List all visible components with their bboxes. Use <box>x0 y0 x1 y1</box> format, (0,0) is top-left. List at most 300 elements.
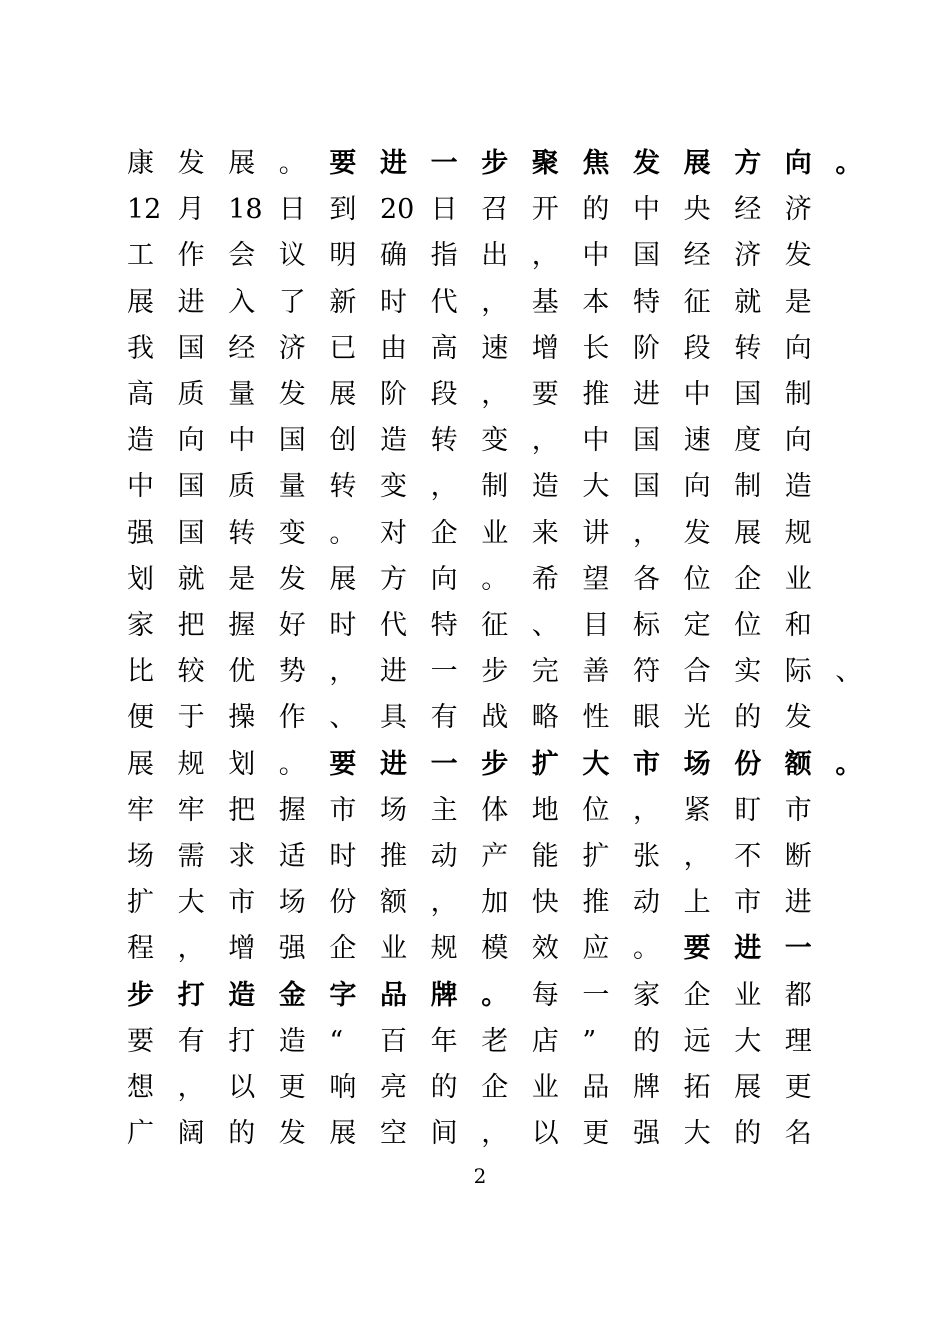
emphasized-character: 一 <box>430 748 458 780</box>
character: 国 <box>734 379 762 410</box>
page-number: 2 <box>473 1164 487 1188</box>
character: 阶 <box>633 332 660 364</box>
character: 要 <box>531 379 559 410</box>
character: 来 <box>531 517 559 549</box>
character: 。 <box>278 148 306 179</box>
character: 略 <box>531 702 559 734</box>
character: 较 <box>177 656 205 688</box>
character: 的 <box>734 1118 762 1150</box>
character: 便 <box>127 702 154 734</box>
character: 符 <box>633 656 660 688</box>
character: 加 <box>481 887 509 919</box>
character: 段 <box>430 379 458 410</box>
character: 市 <box>734 887 762 919</box>
character: 业 <box>481 517 509 549</box>
character: 时 <box>329 841 357 872</box>
character: 就 <box>177 563 205 595</box>
character: 增 <box>228 933 256 965</box>
character: 阔 <box>177 1118 205 1150</box>
character: 标 <box>633 610 660 641</box>
character: 制 <box>481 471 509 503</box>
character: 要 <box>127 1025 154 1057</box>
character: 都 <box>784 979 812 1011</box>
emphasized-character: 步 <box>127 979 154 1011</box>
character: 本 <box>582 286 610 318</box>
character: 牌 <box>633 1072 660 1103</box>
character: 时 <box>380 286 407 318</box>
character: 。 <box>633 933 660 965</box>
character: 大 <box>177 887 205 919</box>
character: 程 <box>127 933 154 965</box>
character: 确 <box>380 240 407 272</box>
character: 发 <box>278 563 306 595</box>
character: 度 <box>734 425 762 457</box>
character: 是 <box>784 286 812 318</box>
character: 产 <box>481 841 509 872</box>
character: ， <box>683 841 711 872</box>
character: 代 <box>380 610 407 641</box>
character: 变 <box>278 517 306 549</box>
character: 入 <box>228 286 256 318</box>
text-line <box>0 1068 950 1108</box>
character: 实 <box>734 656 762 688</box>
emphasized-character: 市 <box>633 748 660 780</box>
character: 动 <box>430 841 458 872</box>
character: 家 <box>127 610 154 641</box>
character: 国 <box>633 240 660 272</box>
character: 经 <box>228 332 256 364</box>
character: 济 <box>278 332 306 364</box>
character: 空 <box>380 1118 407 1150</box>
character: 紧 <box>683 794 711 826</box>
emphasized-character: 打 <box>177 979 205 1011</box>
emphasized-character: 焦 <box>582 148 610 179</box>
emphasized-character: 品 <box>380 979 407 1011</box>
character: 远 <box>683 1025 711 1057</box>
character: 规 <box>177 748 205 780</box>
character: 推 <box>582 887 610 919</box>
character: 量 <box>228 379 256 410</box>
character: 阶 <box>380 379 407 410</box>
character: 长 <box>582 332 610 364</box>
character: 有 <box>430 702 458 734</box>
character: 定 <box>683 610 711 641</box>
character: 地 <box>531 794 559 826</box>
character: 征 <box>481 610 509 641</box>
character: 应 <box>582 933 610 965</box>
character: 高 <box>430 332 458 364</box>
character: 企 <box>329 933 357 965</box>
character: 百 <box>380 1025 407 1057</box>
character: 有 <box>177 1025 205 1057</box>
character: 展 <box>734 1072 762 1103</box>
character: 更 <box>784 1072 812 1103</box>
character: “ <box>329 1025 344 1057</box>
emphasized-character: 步 <box>481 748 509 780</box>
text-line <box>0 190 950 230</box>
text-line <box>0 791 950 831</box>
character: 、 <box>329 702 357 734</box>
character: 变 <box>481 425 509 457</box>
text-line <box>0 375 950 415</box>
emphasized-character: 一 <box>430 148 458 179</box>
emphasized-character: 牌 <box>430 979 458 1011</box>
character: 发 <box>683 517 711 549</box>
character: 一 <box>430 656 458 688</box>
character: 快 <box>531 887 559 919</box>
character: 新 <box>329 286 357 318</box>
character: 企 <box>683 979 711 1011</box>
text-line <box>0 560 950 600</box>
character: 业 <box>531 1072 559 1103</box>
emphasized-character: 字 <box>329 979 357 1011</box>
character: 推 <box>380 841 407 872</box>
character: 质 <box>228 471 256 503</box>
character: 际 <box>784 656 812 688</box>
character: ， <box>481 1118 509 1150</box>
character: 企 <box>734 563 762 595</box>
character: 步 <box>481 656 509 688</box>
character: 企 <box>430 517 458 549</box>
character: 店 <box>531 1025 559 1057</box>
character: 于 <box>177 702 205 734</box>
character: 向 <box>784 332 812 364</box>
character: 市 <box>329 794 357 826</box>
character: 把 <box>228 794 256 826</box>
character: 造 <box>531 471 559 503</box>
emphasized-character: 金 <box>278 979 306 1011</box>
character: 盯 <box>734 794 762 826</box>
character: 对 <box>380 517 407 549</box>
character: 中 <box>582 240 610 272</box>
character: 会 <box>228 240 256 272</box>
character: 名 <box>784 1118 812 1150</box>
character: 和 <box>784 610 812 641</box>
character: 效 <box>531 933 559 965</box>
character: 到 <box>329 194 357 226</box>
character: 比 <box>127 656 154 688</box>
character: 展 <box>127 748 154 780</box>
character: 强 <box>278 933 306 965</box>
character: ， <box>481 286 509 318</box>
character: 每 <box>531 979 559 1011</box>
character: 拓 <box>683 1072 711 1103</box>
emphasized-character: 要 <box>329 148 357 179</box>
text-line <box>0 144 950 184</box>
text-line <box>0 329 950 369</box>
character: 场 <box>127 841 154 872</box>
emphasized-character: 要 <box>329 748 357 780</box>
character: 是 <box>228 563 256 595</box>
character: 规 <box>430 933 458 965</box>
character: 适 <box>278 841 306 872</box>
character: 动 <box>633 887 660 919</box>
character: 特 <box>430 610 458 641</box>
character: 月 <box>177 194 205 226</box>
character: 展 <box>329 379 357 410</box>
character: 势 <box>278 656 306 688</box>
character: ， <box>481 379 509 410</box>
emphasized-character: 展 <box>683 148 711 179</box>
text-line <box>0 976 950 1016</box>
character: 发 <box>278 1118 306 1150</box>
text-line <box>0 929 950 969</box>
character: 向 <box>683 471 711 503</box>
emphasized-character: 。 <box>835 148 863 179</box>
character: 品 <box>582 1072 610 1103</box>
character: 国 <box>633 425 660 457</box>
emphasized-character: 额 <box>784 748 812 780</box>
character: ， <box>329 656 357 688</box>
emphasized-character: 进 <box>380 748 407 780</box>
character: 好 <box>278 610 306 641</box>
character: 20 <box>380 194 415 226</box>
character: 向 <box>430 563 458 595</box>
character: 握 <box>278 794 306 826</box>
character: 家 <box>633 979 660 1011</box>
character: 明 <box>329 240 357 272</box>
character: 年 <box>430 1025 458 1057</box>
character: 特 <box>633 286 660 318</box>
emphasized-character: 。 <box>835 748 863 780</box>
character: ， <box>177 1072 205 1103</box>
character: 展 <box>228 148 256 179</box>
character: 不 <box>734 841 762 872</box>
character: 造 <box>278 1025 306 1057</box>
character: 强 <box>127 517 154 549</box>
character: 就 <box>734 286 762 318</box>
text-line <box>0 1022 950 1062</box>
text-line <box>0 467 950 507</box>
emphasized-character: 扩 <box>531 748 559 780</box>
character: 希 <box>531 563 559 595</box>
emphasized-character: 发 <box>633 148 660 179</box>
character: 日 <box>278 194 306 226</box>
character: 握 <box>228 610 256 641</box>
character: 划 <box>228 748 256 780</box>
character: 更 <box>582 1118 610 1150</box>
character: 市 <box>784 794 812 826</box>
character: 业 <box>734 979 762 1011</box>
character: ， <box>177 933 205 965</box>
character: 理 <box>784 1025 812 1057</box>
character: 的 <box>582 194 610 226</box>
emphasized-character: 进 <box>380 148 407 179</box>
character: 间 <box>430 1118 458 1150</box>
text-line <box>0 1114 950 1154</box>
character: 强 <box>633 1118 660 1150</box>
character: ， <box>430 471 458 503</box>
character: 以 <box>531 1118 559 1150</box>
character: ， <box>531 425 559 457</box>
character: 的 <box>734 702 762 734</box>
character: 制 <box>784 379 812 410</box>
character: 征 <box>683 286 711 318</box>
emphasized-character: 大 <box>582 748 610 780</box>
character: 发 <box>784 240 812 272</box>
character: 发 <box>278 379 306 410</box>
character: 日 <box>430 194 458 226</box>
character: 。 <box>481 563 509 595</box>
character: 操 <box>228 702 256 734</box>
character: 合 <box>683 656 711 688</box>
character: 指 <box>430 240 458 272</box>
character: 讲 <box>582 517 610 549</box>
character: 国 <box>177 332 205 364</box>
character: 中 <box>228 425 256 457</box>
emphasized-character: 向 <box>784 148 812 179</box>
character: 质 <box>177 379 205 410</box>
character: 中 <box>633 194 660 226</box>
character: 位 <box>734 610 762 641</box>
character: 目 <box>582 610 610 641</box>
character: 作 <box>177 240 205 272</box>
character: ， <box>531 240 559 272</box>
character: 光 <box>683 702 711 734</box>
character: 国 <box>633 471 660 503</box>
character: 转 <box>430 425 458 457</box>
character: 国 <box>278 425 306 457</box>
character: 12 <box>127 194 162 226</box>
character: 响 <box>329 1072 357 1103</box>
character: 主 <box>430 794 458 826</box>
character: 向 <box>784 425 812 457</box>
text-line <box>0 698 950 738</box>
character: 牢 <box>177 794 205 826</box>
character: 规 <box>784 517 812 549</box>
character: 央 <box>683 194 711 226</box>
character: 开 <box>531 194 559 226</box>
character: 善 <box>582 656 610 688</box>
character: 大 <box>582 471 610 503</box>
emphasized-character: 要 <box>683 933 711 965</box>
character: 造 <box>380 425 407 457</box>
character: 量 <box>278 471 306 503</box>
character: 增 <box>531 332 559 364</box>
character: 眼 <box>633 702 660 734</box>
character: 高 <box>127 379 154 410</box>
character: 由 <box>380 332 407 364</box>
character: 时 <box>329 610 357 641</box>
character: 了 <box>278 286 306 318</box>
character: 作 <box>278 702 306 734</box>
emphasized-character: 一 <box>784 933 812 965</box>
character: 、 <box>835 656 863 688</box>
character: 经 <box>734 194 762 226</box>
character: 亮 <box>380 1072 407 1103</box>
character: 份 <box>329 887 357 919</box>
character: 优 <box>228 656 256 688</box>
character: 基 <box>531 286 559 318</box>
character: 完 <box>531 656 559 688</box>
character: 转 <box>228 517 256 549</box>
emphasized-character: 场 <box>683 748 711 780</box>
character: 望 <box>582 563 610 595</box>
character: 、 <box>531 610 559 641</box>
character: 议 <box>278 240 306 272</box>
character: 展 <box>127 286 154 318</box>
emphasized-character: 。 <box>481 979 509 1011</box>
character: 已 <box>329 332 357 364</box>
character: 把 <box>177 610 205 641</box>
character: 中 <box>127 471 154 503</box>
emphasized-character: 步 <box>481 148 509 179</box>
character: 能 <box>531 841 559 872</box>
character: 造 <box>127 425 154 457</box>
character: 具 <box>380 702 407 734</box>
character: ” <box>582 1025 597 1057</box>
character: 广 <box>127 1118 154 1150</box>
text-line <box>0 236 950 276</box>
character: ， <box>430 887 458 919</box>
character: 速 <box>683 425 711 457</box>
character: 中 <box>582 425 610 457</box>
text-line <box>0 606 950 646</box>
character: 场 <box>278 887 306 919</box>
character: 打 <box>228 1025 256 1057</box>
character: 方 <box>380 563 407 595</box>
character: 康 <box>127 148 154 179</box>
character: 速 <box>481 332 509 364</box>
character: 的 <box>633 1025 660 1057</box>
character: 断 <box>784 841 812 872</box>
text-line <box>0 652 950 692</box>
emphasized-character: 进 <box>734 933 762 965</box>
character: ， <box>633 517 660 549</box>
character: 业 <box>784 563 812 595</box>
character: 发 <box>177 148 205 179</box>
character: 展 <box>734 517 762 549</box>
character: 推 <box>582 379 610 410</box>
character: 召 <box>481 194 509 226</box>
character: 工 <box>127 240 154 272</box>
character: 进 <box>633 379 660 410</box>
emphasized-character: 聚 <box>531 148 559 179</box>
emphasized-character: 造 <box>228 979 256 1011</box>
character: 创 <box>329 425 357 457</box>
character: 造 <box>784 471 812 503</box>
character: 国 <box>177 517 205 549</box>
character: ， <box>633 794 660 826</box>
character: 老 <box>481 1025 509 1057</box>
character: 更 <box>278 1072 306 1103</box>
character: 企 <box>481 1072 509 1103</box>
text-line <box>0 283 950 323</box>
character: 国 <box>177 471 205 503</box>
character: 进 <box>177 286 205 318</box>
character: 体 <box>481 794 509 826</box>
text-line <box>0 514 950 554</box>
character: 制 <box>734 471 762 503</box>
text-line <box>0 837 950 877</box>
character: 发 <box>784 702 812 734</box>
character: 求 <box>228 841 256 872</box>
character: 需 <box>177 841 205 872</box>
text-line <box>0 883 950 923</box>
character: 划 <box>127 563 154 595</box>
character: 我 <box>127 332 154 364</box>
character: 大 <box>734 1025 762 1057</box>
character: 大 <box>683 1118 711 1150</box>
character: 经 <box>683 240 711 272</box>
character: 进 <box>784 887 812 919</box>
character: 转 <box>329 471 357 503</box>
character: 牢 <box>127 794 154 826</box>
character: 。 <box>278 748 306 780</box>
character: 各 <box>633 563 660 595</box>
character: 18 <box>228 194 263 226</box>
character: 代 <box>430 286 458 318</box>
